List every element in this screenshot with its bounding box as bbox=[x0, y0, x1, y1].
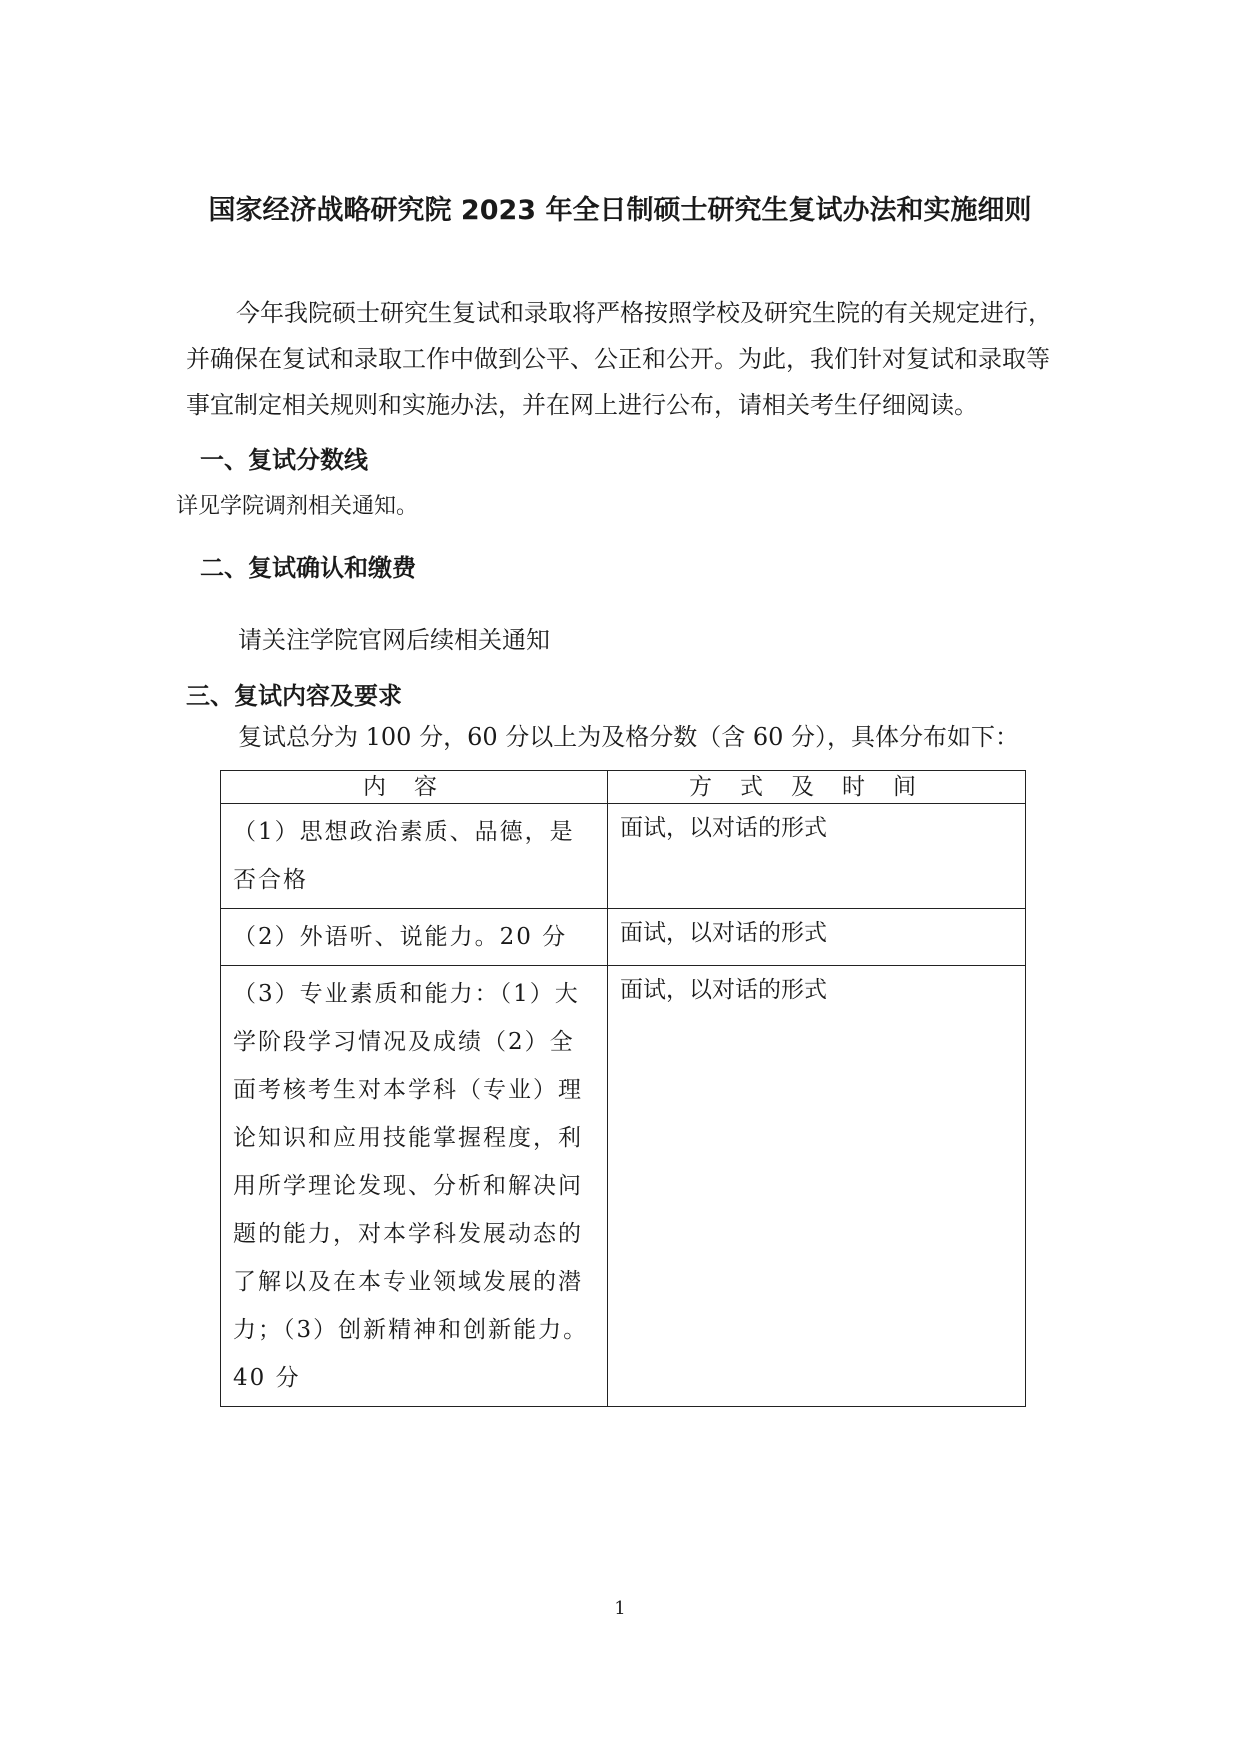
section1-heading: 一、复试分数线 bbox=[200, 446, 368, 474]
section3-heading: 三、复试内容及要求 bbox=[186, 682, 402, 710]
intro-paragraph bbox=[186, 290, 1086, 428]
table-header-row bbox=[221, 771, 1026, 804]
page-title: 国家经济战略研究院 2023 年全日制硕士研究生复试办法和实施细则 bbox=[208, 195, 1032, 226]
table-header-method: 方式及时间 bbox=[608, 771, 1026, 804]
section1-text: 详见学院调剂相关通知。 bbox=[176, 494, 419, 519]
intro-line: 今年我院硕士研究生复试和录取将严格按照学校及研究生院的有关规定进行， bbox=[236, 299, 1052, 327]
table-cell-method: 面试，以对话的形式 bbox=[608, 804, 1026, 909]
table-row bbox=[221, 966, 1026, 1407]
table-cell-method: 面试，以对话的形式 bbox=[608, 909, 1026, 966]
section2-text: 请关注学院官网后续相关通知 bbox=[238, 626, 550, 654]
intro-line: 并确保在复试和录取工作中做到公平、公正和公开。为此，我们针对复试和录取等 bbox=[186, 345, 1050, 373]
table-header-content: 内容 bbox=[221, 771, 608, 804]
table-cell-content: （3）专业素质和能力：（1）大学阶段学习情况及成绩（2）全面考核考生对本学科（专业）理论知识和应用技能掌握程度，利用所学理论发现、分析和解决问题的能力，对本学科发展动态的了解以及在本专业领域发展的潜力；（3）创新精神和创新能力。40 分 bbox=[221, 966, 608, 1407]
table-row bbox=[221, 909, 1026, 966]
section3-text: 复试总分为 100 分，60 分以上为及格分数（含 60 分），具体分布如下： bbox=[238, 723, 1020, 751]
section2-heading: 二、复试确认和缴费 bbox=[200, 554, 416, 582]
table-row bbox=[221, 804, 1026, 909]
table-cell-content: （1）思想政治素质、品德，是否合格 bbox=[221, 804, 608, 909]
intro-line: 事宜制定相关规则和实施办法，并在网上进行公布，请相关考生仔细阅读。 bbox=[186, 391, 978, 419]
table-cell-method: 面试，以对话的形式 bbox=[608, 966, 1026, 1407]
page-number: 1 bbox=[614, 1598, 626, 1619]
table-cell-content: （2）外语听、说能力。20 分 bbox=[221, 909, 608, 966]
score-distribution-table bbox=[220, 770, 1026, 1407]
